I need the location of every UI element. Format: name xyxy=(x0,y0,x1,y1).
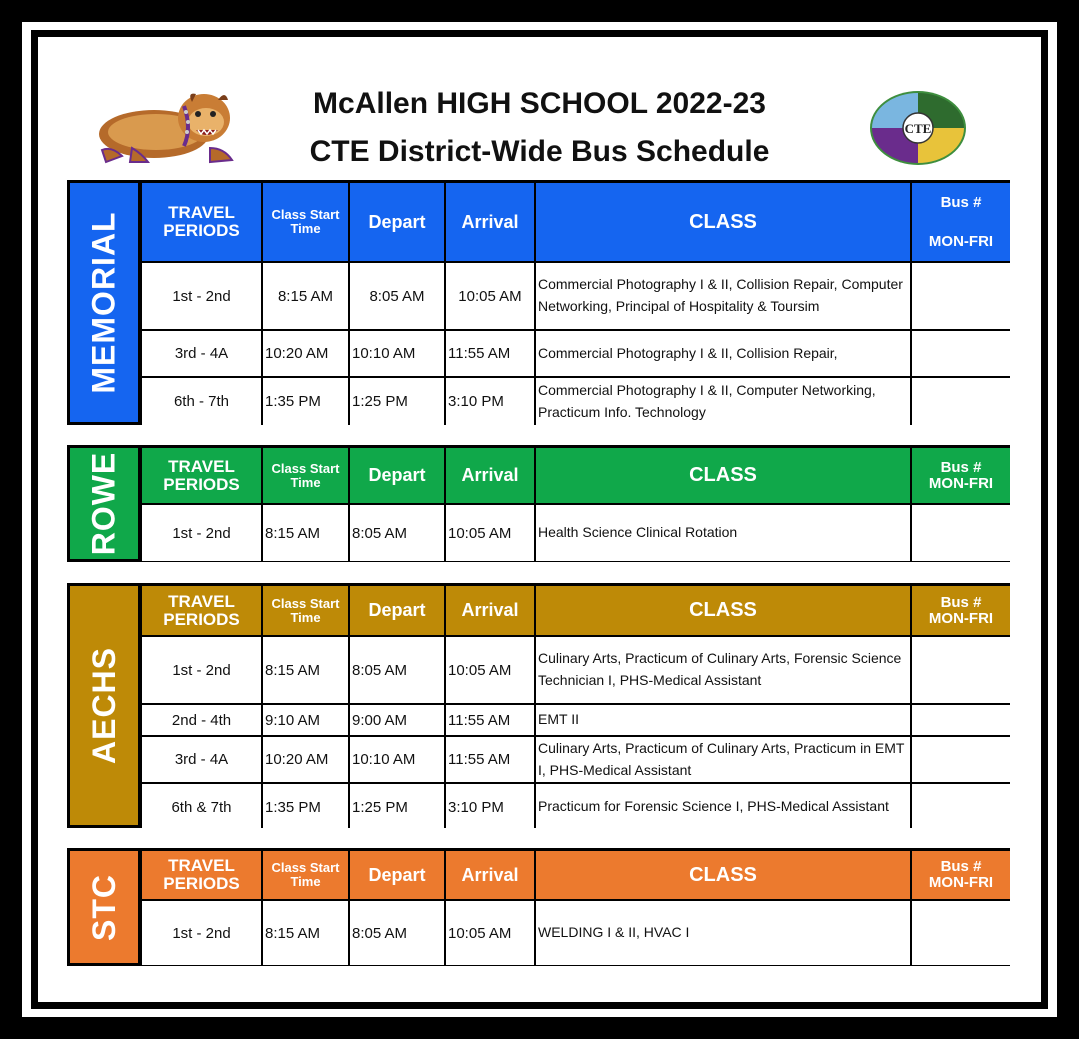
schedule-grid xyxy=(142,851,1007,963)
column-header-bus-number xyxy=(912,851,1010,899)
column-header-travel-period xyxy=(142,851,261,899)
depart-time-text: 10:10 AM xyxy=(352,345,416,362)
column-header-bus-number xyxy=(912,586,1010,635)
column-header-text: Class Start Time xyxy=(271,860,340,889)
bus-number-cell xyxy=(912,637,1010,703)
column-header-text: Depart xyxy=(368,864,426,885)
schedule-table-stc xyxy=(67,848,1010,966)
depart-time-text: 8:05 AM xyxy=(352,524,408,542)
arrival-time-text: 10:05 AM xyxy=(448,661,512,679)
column-header-depart-time xyxy=(350,586,444,635)
depart-time-cell xyxy=(350,705,444,735)
class-start-time-cell xyxy=(263,505,348,561)
class-list-cell xyxy=(536,331,910,376)
class-list-text: EMT II xyxy=(538,711,579,728)
bus-number-cell xyxy=(912,784,1010,830)
travel-period-cell xyxy=(142,263,261,329)
bus-number-cell xyxy=(912,901,1010,965)
travel-period-text: 6th & 7th xyxy=(171,798,232,816)
column-header-class-list xyxy=(536,851,910,899)
column-header-text: TRAVEL PERIODS xyxy=(163,456,240,494)
bulldog-mascot-icon xyxy=(92,88,238,166)
depart-time-cell xyxy=(350,637,444,703)
travel-period-cell xyxy=(142,505,261,561)
page-subtitle: CTE District-Wide Bus Schedule xyxy=(309,135,770,168)
travel-period-text: 1st - 2nd xyxy=(172,661,231,679)
travel-period-cell xyxy=(142,784,261,830)
bus-number-cell xyxy=(912,705,1010,735)
depart-time-text: 9:00 AM xyxy=(352,711,408,729)
class-list-text: Practicum for Forensic Science I, PHS-Medical Assistant xyxy=(538,798,889,815)
class-list-cell xyxy=(536,737,910,782)
column-header-text: Class Start Time xyxy=(271,207,340,236)
cte-emblem-icon xyxy=(868,89,968,167)
bus-number-cell xyxy=(912,505,1010,561)
class-list-text: Commercial Photography I & II, Computer Networking, Practicum Info. Technology xyxy=(538,381,876,420)
column-header-depart-time xyxy=(350,851,444,899)
class-list-cell xyxy=(536,901,910,965)
depart-time-text: 1:25 PM xyxy=(352,393,408,410)
travel-period-cell xyxy=(142,901,261,965)
bus-header-label: Bus # xyxy=(940,193,982,211)
bus-header-label: Bus # xyxy=(940,858,982,876)
class-start-time-text: 1:35 PM xyxy=(265,393,321,410)
school-name-banner xyxy=(70,183,138,422)
arrival-time-cell xyxy=(446,263,534,329)
column-header-text: TRAVEL PERIODS xyxy=(163,856,240,893)
travel-period-cell xyxy=(142,737,261,782)
class-start-time-text: 8:15 AM xyxy=(265,924,321,942)
arrival-time-text: 3:10 PM xyxy=(448,393,504,410)
class-start-time-cell xyxy=(263,637,348,703)
depart-time-cell xyxy=(350,901,444,965)
class-list-text: Culinary Arts, Practicum of Culinary Arts, Practicum in EMT I, PHS-Medical Assistant xyxy=(538,739,905,778)
arrival-time-text: 10:05 AM xyxy=(458,287,522,305)
arrival-time-text: 11:55 AM xyxy=(448,751,511,768)
arrival-time-text: 10:05 AM xyxy=(448,924,512,942)
column-header-text: CLASS xyxy=(689,210,757,233)
depart-time-cell xyxy=(350,737,444,782)
schedule-table-rowe xyxy=(67,445,1010,562)
class-start-time-text: 8:15 AM xyxy=(265,524,321,542)
arrival-time-cell xyxy=(446,331,534,376)
column-header-depart-time xyxy=(350,448,444,503)
column-header-arrival-time xyxy=(446,183,534,261)
bus-header-days: MON-FRI xyxy=(928,609,994,627)
column-header-text: Depart xyxy=(368,211,426,232)
travel-period-text: 6th - 7th xyxy=(173,393,230,410)
column-header-text: Depart xyxy=(368,600,426,621)
column-header-text: Arrival xyxy=(461,211,519,232)
column-header-text: Arrival xyxy=(461,465,519,486)
bus-number-cell xyxy=(912,737,1010,782)
arrival-time-cell xyxy=(446,901,534,965)
column-header-bus-number xyxy=(912,183,1010,261)
bus-header-days: MON-FRI xyxy=(928,232,994,250)
travel-period-text: 3rd - 4A xyxy=(174,345,229,362)
column-header-travel-period xyxy=(142,448,261,503)
school-name-banner xyxy=(70,586,138,825)
column-header-text: CLASS xyxy=(689,464,757,486)
travel-period-text: 3rd - 4A xyxy=(174,751,229,768)
class-list-text: Culinary Arts, Practicum of Culinary Arts, Forensic Science Technician I, PHS-Medical Assistant xyxy=(538,650,902,688)
travel-period-text: 2nd - 4th xyxy=(171,711,232,729)
depart-time-text: 10:10 AM xyxy=(352,751,416,768)
column-header-class-start-time xyxy=(263,183,348,261)
bus-number-cell xyxy=(912,378,1010,425)
column-header-class-start-time xyxy=(263,851,348,899)
schedule-table-aechs xyxy=(67,583,1010,828)
column-header-class-list xyxy=(536,183,910,261)
depart-time-text: 8:05 AM xyxy=(352,661,408,679)
bus-header-label: Bus # xyxy=(940,593,982,611)
depart-time-cell xyxy=(350,784,444,830)
travel-period-text: 1st - 2nd xyxy=(172,287,231,305)
travel-period-cell xyxy=(142,331,261,376)
class-list-cell xyxy=(536,505,910,561)
column-header-text: TRAVEL PERIODS xyxy=(163,591,240,629)
depart-time-text: 8:05 AM xyxy=(369,287,425,305)
column-header-class-list xyxy=(536,586,910,635)
travel-period-cell xyxy=(142,637,261,703)
column-header-text: Arrival xyxy=(461,600,519,621)
column-header-travel-period xyxy=(142,586,261,635)
depart-time-cell xyxy=(350,263,444,329)
bus-header-days: MON-FRI xyxy=(928,874,994,891)
class-list-cell xyxy=(536,705,910,735)
arrival-time-cell xyxy=(446,637,534,703)
class-list-text: Commercial Photography I & II, Collision Repair, Computer Networking, Principal of Hospitality & Toursim xyxy=(538,276,903,314)
arrival-time-text: 11:55 AM xyxy=(448,345,511,362)
class-list-cell xyxy=(536,637,910,703)
page-title: McAllen HIGH SCHOOL 2022-23 xyxy=(313,87,766,120)
column-header-class-start-time xyxy=(263,448,348,503)
travel-period-text: 1st - 2nd xyxy=(172,524,231,542)
column-header-class-start-time xyxy=(263,586,348,635)
school-name: ROWE xyxy=(85,451,122,556)
schedule-grid xyxy=(142,183,1007,422)
column-header-arrival-time xyxy=(446,851,534,899)
column-header-text: Class Start Time xyxy=(271,595,340,625)
school-name: STC xyxy=(85,873,122,941)
class-start-time-text: 8:15 AM xyxy=(265,661,321,679)
bus-header-label: Bus # xyxy=(940,458,982,476)
column-header-text: Class Start Time xyxy=(271,460,340,490)
depart-time-cell xyxy=(350,331,444,376)
schedule-table-memorial xyxy=(67,180,1010,425)
column-header-arrival-time xyxy=(446,448,534,503)
depart-time-text: 8:05 AM xyxy=(352,924,408,942)
class-start-time-cell xyxy=(263,263,348,329)
bus-header-days: MON-FRI xyxy=(928,474,994,492)
column-header-text: CLASS xyxy=(689,863,757,886)
class-start-time-cell xyxy=(263,705,348,735)
class-start-time-text: 10:20 AM xyxy=(265,751,329,768)
arrival-time-cell xyxy=(446,784,534,830)
column-header-arrival-time xyxy=(446,586,534,635)
class-list-cell xyxy=(536,378,910,425)
depart-time-cell xyxy=(350,505,444,561)
depart-time-text: 1:25 PM xyxy=(352,798,408,816)
class-list-text: Commercial Photography I & II, Collision Repair, xyxy=(538,344,838,361)
arrival-time-text: 10:05 AM xyxy=(448,524,512,542)
school-name: MEMORIAL xyxy=(85,211,122,394)
arrival-time-text: 11:55 AM xyxy=(448,711,511,729)
column-header-text: CLASS xyxy=(689,599,757,621)
class-list-cell xyxy=(536,784,910,830)
class-start-time-cell xyxy=(263,737,348,782)
column-header-class-list xyxy=(536,448,910,503)
arrival-time-cell xyxy=(446,378,534,425)
class-start-time-cell xyxy=(263,378,348,425)
class-start-time-cell xyxy=(263,784,348,830)
column-header-travel-period xyxy=(142,183,261,261)
class-list-text: WELDING I & II, HVAC I xyxy=(538,924,690,941)
column-header-text: Arrival xyxy=(461,864,519,885)
school-name-banner xyxy=(70,448,138,559)
class-list-cell xyxy=(536,263,910,329)
arrival-time-cell xyxy=(446,737,534,782)
column-header-depart-time xyxy=(350,183,444,261)
arrival-time-text: 3:10 PM xyxy=(448,798,504,816)
class-start-time-cell xyxy=(263,901,348,965)
column-header-text: TRAVEL PERIODS xyxy=(163,203,240,240)
travel-period-cell xyxy=(142,705,261,735)
schedule-grid xyxy=(142,586,1007,825)
class-start-time-text: 9:10 AM xyxy=(265,711,321,729)
school-name-banner xyxy=(70,851,138,963)
travel-period-cell xyxy=(142,378,261,425)
class-start-time-cell xyxy=(263,331,348,376)
class-start-time-text: 8:15 AM xyxy=(277,287,334,305)
arrival-time-cell xyxy=(446,505,534,561)
arrival-time-cell xyxy=(446,705,534,735)
cte-emblem-text: CTE xyxy=(904,121,932,136)
bus-number-cell xyxy=(912,263,1010,329)
schedule-grid xyxy=(142,448,1007,559)
depart-time-cell xyxy=(350,378,444,425)
class-start-time-text: 1:35 PM xyxy=(265,798,321,816)
column-header-bus-number xyxy=(912,448,1010,503)
bus-number-cell xyxy=(912,331,1010,376)
school-name: AECHS xyxy=(85,646,122,765)
class-start-time-text: 10:20 AM xyxy=(265,345,329,362)
class-list-text: Health Science Clinical Rotation xyxy=(538,524,738,541)
travel-period-text: 1st - 2nd xyxy=(172,924,231,942)
column-header-text: Depart xyxy=(368,465,426,486)
